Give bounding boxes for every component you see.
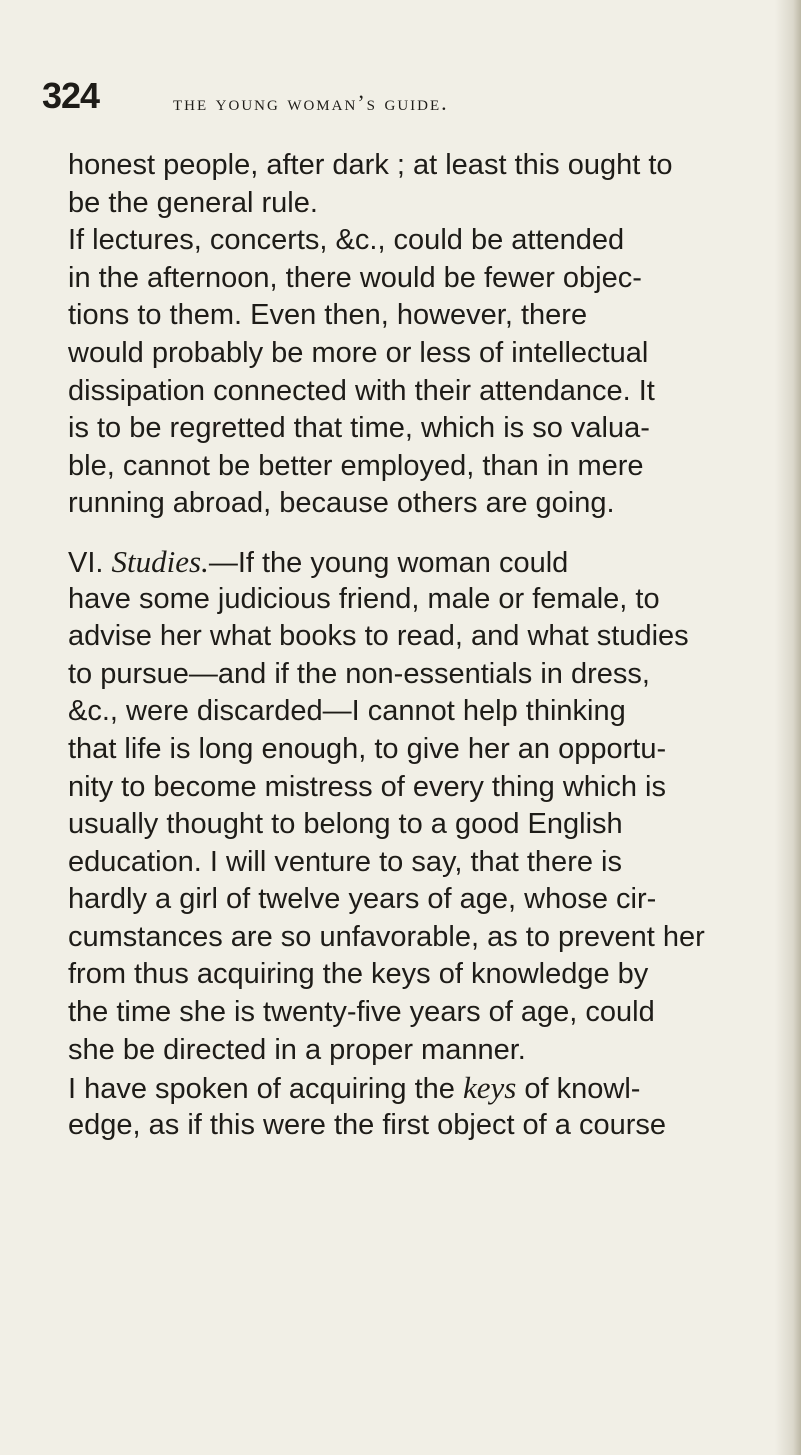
text-line: she be directed in a proper manner. [68, 1033, 526, 1066]
text-line: that life is long enough, to give her an opportu- [68, 732, 667, 765]
running-head [42, 76, 742, 126]
text-line: dissipation connected with their attendance. It [68, 374, 655, 407]
text-line: &c., were discarded—I cannot help thinking [68, 695, 626, 728]
section-number: VI. [68, 546, 112, 579]
text-line: have some judicious friend, male or female, to [68, 582, 660, 615]
section-lead-text: —If the young woman could [208, 546, 569, 579]
line-start: I have spoken of acquiring the [68, 1073, 463, 1106]
page-edge-shadow [775, 0, 801, 1455]
page-number: 324 [42, 75, 100, 116]
text-line: hardly a girl of twelve years of age, whose cir- [68, 883, 657, 916]
text-line: nity to become mistress of every thing which is [68, 770, 666, 803]
text-line: honest people, after dark ; at least this ought to [68, 149, 673, 181]
body-text [68, 147, 746, 1144]
text-line: is to be regretted that time, which is so valua- [68, 412, 650, 445]
text-line: be the general rule. [68, 186, 318, 219]
text-line: advise her what books to read, and what studies [68, 620, 689, 653]
section-heading-line [68, 543, 746, 581]
text-line: running abroad, because others are going. [68, 487, 615, 520]
text-line: to pursue—and if the non-essentials in dress, [68, 657, 650, 690]
text-line-with-emphasis [68, 1069, 746, 1107]
text-line: would probably be more or less of intellectual [68, 336, 649, 369]
text-line: the time she is twenty-five years of age, could [68, 996, 655, 1029]
text-line: cumstances are so unfavorable, as to prevent her [68, 920, 705, 953]
text-line: tions to them. Even then, however, there [68, 299, 588, 332]
text-line: ble, cannot be better employed, than in mere [68, 449, 644, 482]
text-line: edge, as if this were the first object of a course [68, 1108, 667, 1141]
text-line: If lectures, concerts, &c., could be attended [68, 224, 625, 257]
line-end: of knowl- [516, 1073, 641, 1106]
page-header: the young woman’s guide. [173, 90, 449, 115]
text-line: from thus acquiring the keys of knowledge by [68, 958, 649, 991]
section-title: Studies. [111, 543, 209, 579]
text-line: in the afternoon, there would be fewer objec- [68, 261, 642, 294]
emphasis-keys: keys [462, 1070, 517, 1106]
text-line: education. I will venture to say, that there is [68, 845, 622, 878]
paragraph-gap [68, 523, 746, 543]
text-line: usually thought to belong to a good English [68, 808, 623, 841]
